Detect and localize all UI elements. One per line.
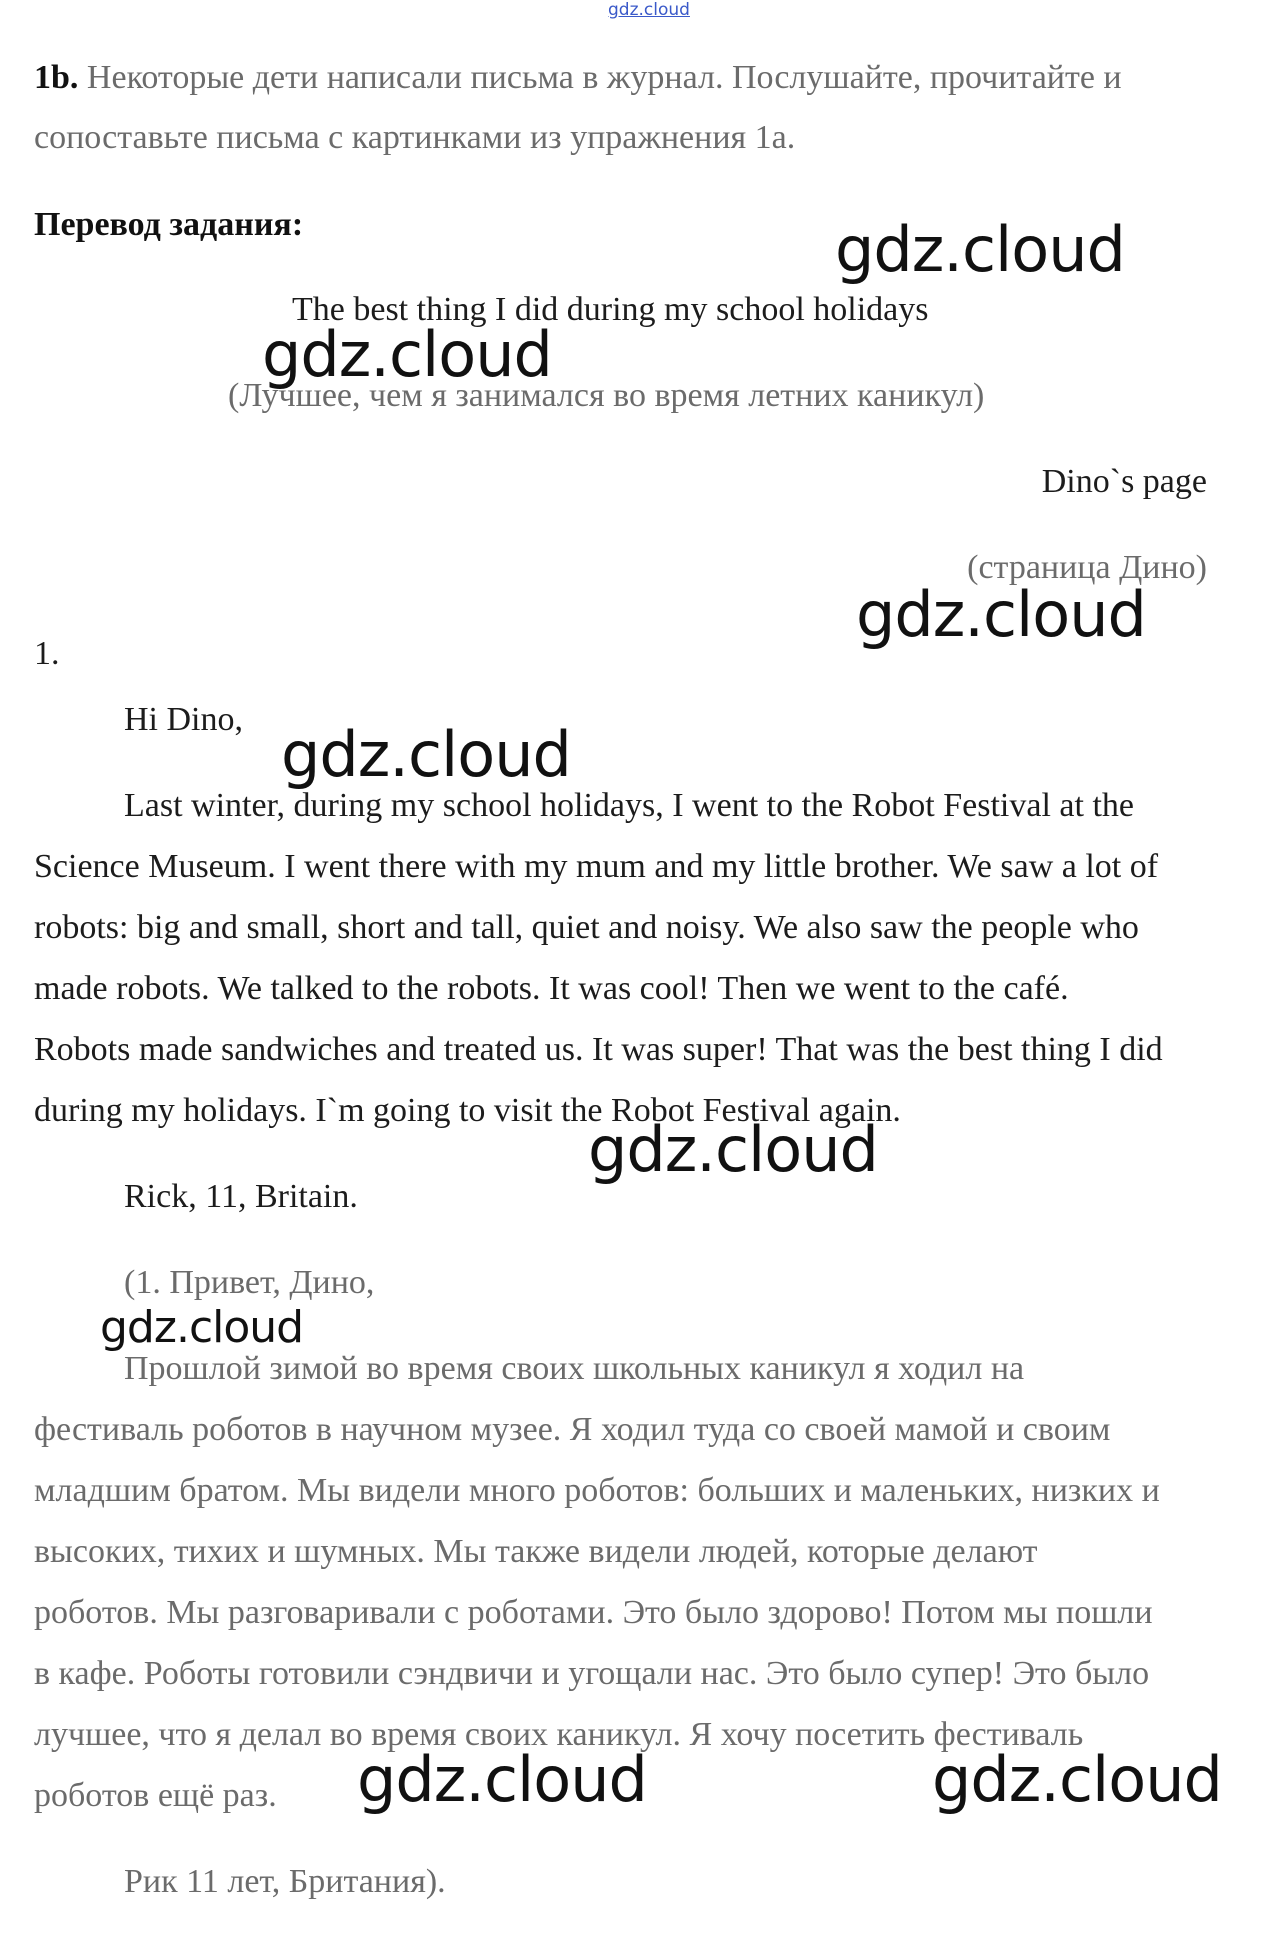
letter-ru-line: высоких, тихих и шумных. Мы также видели людей, которые делают bbox=[34, 1533, 1038, 1570]
signature-english: Rick, 11, Britain. bbox=[124, 1178, 358, 1215]
watermark: gdz.cloud bbox=[856, 578, 1146, 651]
letter-ru-line: фестиваль роботов в научном музее. Я ходил туда со своей мамой и своим bbox=[34, 1411, 1111, 1448]
watermark: gdz.cloud bbox=[100, 1302, 304, 1353]
signature-russian: Рик 11 лет, Британия). bbox=[124, 1863, 446, 1900]
letter-ru-line: роботов. Мы разговаривали с роботами. Это было здорово! Потом мы пошли bbox=[34, 1594, 1153, 1631]
letter-en-line: robots: big and small, short and tall, quiet and noisy. We also saw the people who bbox=[34, 909, 1139, 946]
task-line-1 bbox=[34, 58, 1122, 98]
letter-en-line: during my holidays. I`m going to visit the Robot Festival again. bbox=[34, 1092, 901, 1129]
letter-en-line: Science Museum. I went there with my mum and my little brother. We saw a lot of bbox=[34, 848, 1159, 885]
title-russian: (Лучшее, чем я занимался во время летних каникул) bbox=[228, 377, 985, 414]
letter-ru-line: лучшее, что я делал во время своих каникул. Я хочу посетить фестиваль bbox=[34, 1716, 1084, 1753]
watermark: gdz.cloud bbox=[835, 213, 1125, 286]
watermark: gdz.cloud bbox=[281, 718, 571, 791]
letter-ru-line: в кафе. Роботы готовили сэндвичи и угощали нас. Это было супер! Это было bbox=[34, 1655, 1150, 1692]
task-text-1: Некоторые дети написали письма в журнал. Послушайте, прочитайте и bbox=[86, 59, 1122, 96]
page-label-english: Dino`s page bbox=[1041, 463, 1207, 500]
letter-en-line: Robots made sandwiches and treated us. It was super! That was the best thing I did bbox=[34, 1031, 1163, 1068]
letter-ru-line: Прошлой зимой во время своих школьных каникул я ходил на bbox=[124, 1350, 1025, 1387]
letter-number: 1. bbox=[34, 635, 60, 672]
letter-ru-line: роботов ещё раз. bbox=[34, 1777, 277, 1814]
letter-ru-line: младшим братом. Мы видели много роботов: больших и маленьких, низких и bbox=[34, 1472, 1160, 1509]
translation-heading: Перевод задания: bbox=[34, 206, 304, 243]
watermark: gdz.cloud bbox=[588, 1113, 878, 1186]
page-label-russian: (страница Дино) bbox=[967, 549, 1207, 586]
watermark: gdz.cloud bbox=[262, 318, 552, 391]
letter-en-line: Last winter, during my school holidays, I went to the Robot Festival at the bbox=[124, 787, 1134, 824]
task-line-2: сопоставьте письма с картинками из упражнения 1а. bbox=[34, 119, 796, 156]
watermark: gdz.cloud bbox=[932, 1743, 1222, 1816]
header-watermark-link[interactable]: gdz.cloud bbox=[608, 0, 690, 20]
task-number: 1b. bbox=[34, 59, 79, 96]
greeting-english: Hi Dino, bbox=[124, 701, 243, 738]
title-english: The best thing I did during my school holidays bbox=[292, 291, 929, 328]
greeting-russian: (1. Привет, Дино, bbox=[124, 1264, 375, 1301]
letter-en-line: made robots. We talked to the robots. It was cool! Then we went to the café. bbox=[34, 970, 1069, 1007]
watermark: gdz.cloud bbox=[357, 1743, 647, 1816]
